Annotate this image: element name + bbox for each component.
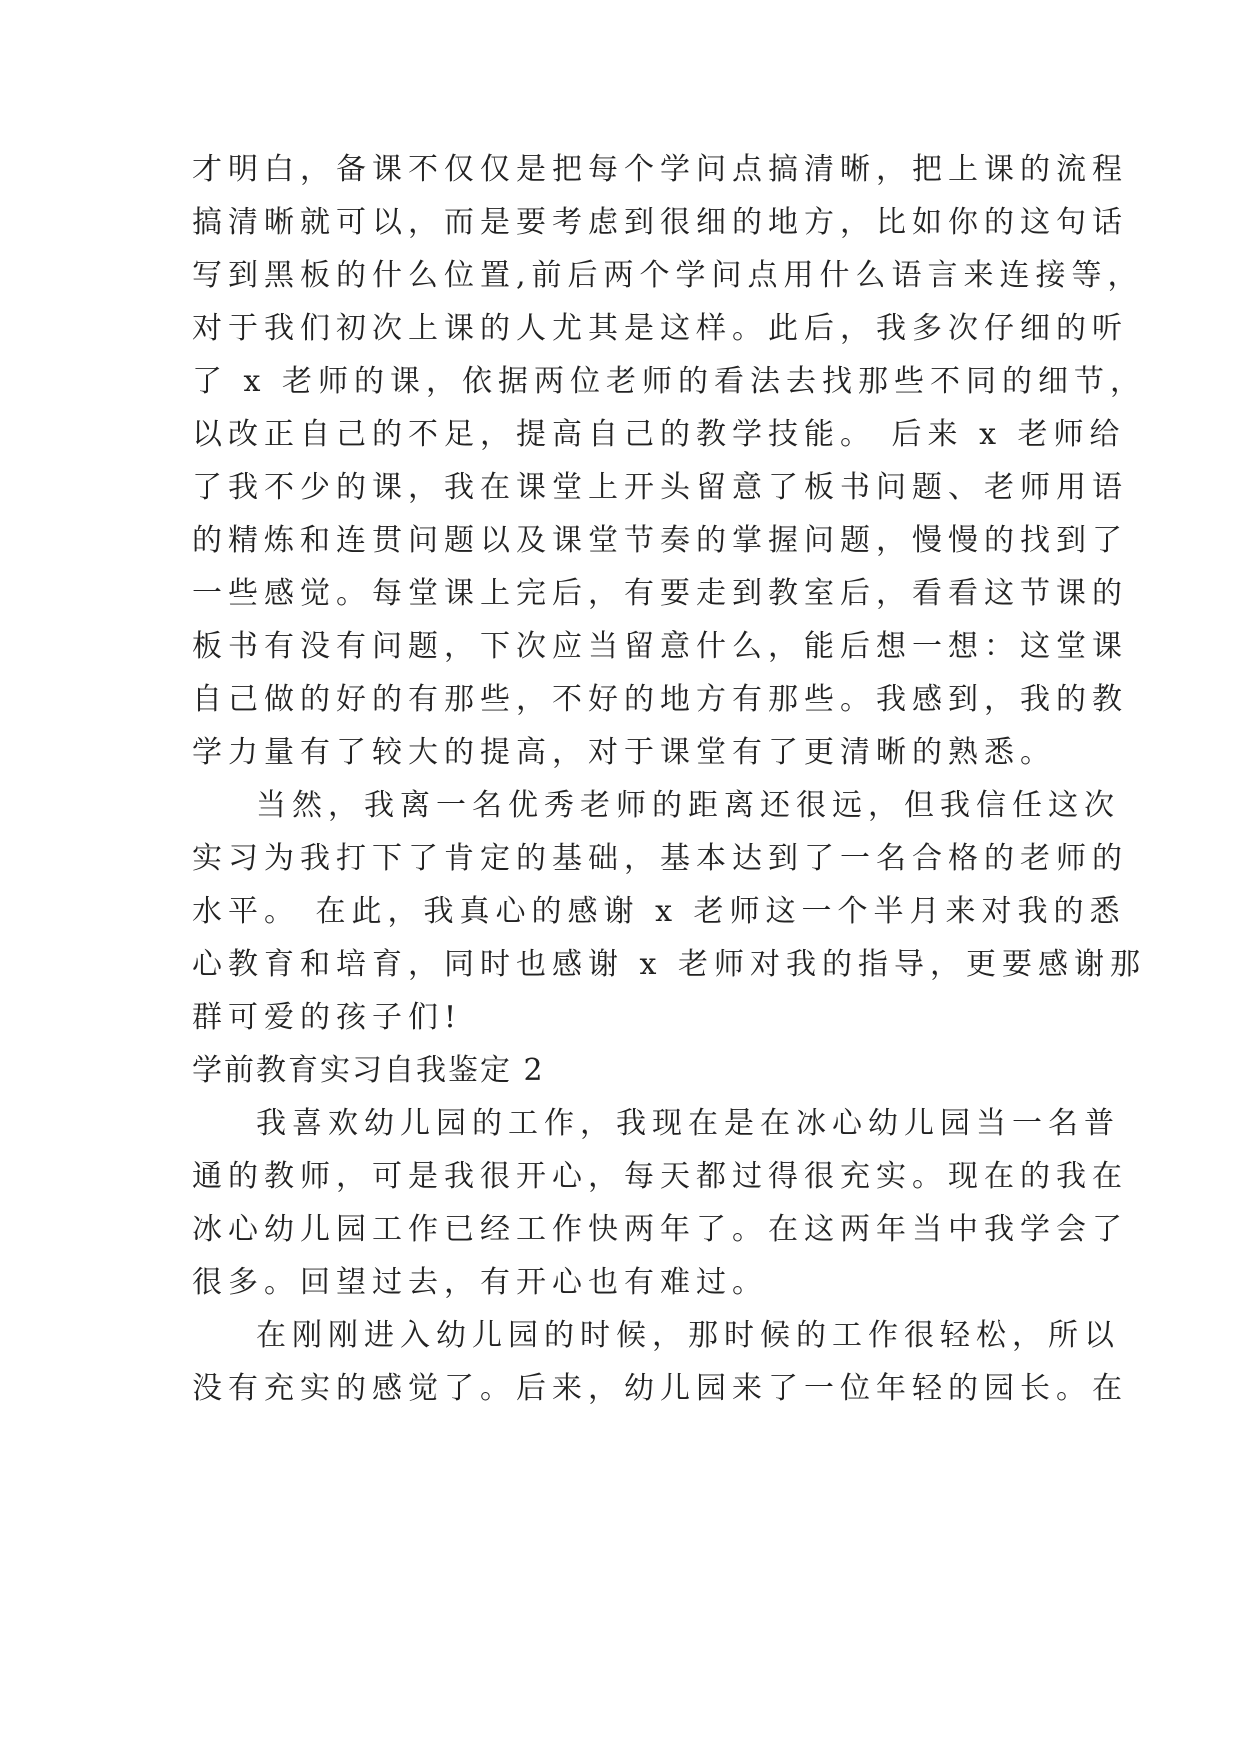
text-line: 通的教师，可是我很开心，每天都过得很充实。现在的我在 xyxy=(192,1159,1128,1194)
text-line: 才明白，备课不仅仅是把每个学问点搞清晰，把上课的流程 xyxy=(192,152,1128,187)
text-line: 了我不少的课，我在课堂上开头留意了板书问题、老师用语 xyxy=(192,470,1128,505)
section-heading: 学前教育实习自我鉴定 2 xyxy=(192,1053,545,1088)
text-line: 水平。 在此，我真心的感谢 x 老师这一个半月来对我的悉 xyxy=(192,894,1126,929)
text-line: 对于我们初次上课的人尤其是这样。此后，我多次仔细的听 xyxy=(192,311,1128,346)
text-line: 没有充实的感觉了。后来，幼儿园来了一位年轻的园长。在 xyxy=(192,1371,1128,1406)
text-line: 了 x 老师的课，依据两位老师的看法去找那些不同的细节， xyxy=(192,364,1146,399)
paragraph-first-line: 在刚刚进入幼儿园的时候，那时候的工作很轻松，所以 xyxy=(256,1318,1120,1353)
text-line: 很多。回望过去，有开心也有难过。 xyxy=(192,1265,768,1300)
text-line: 冰心幼儿园工作已经工作快两年了。在这两年当中我学会了 xyxy=(192,1212,1128,1247)
text-line: 群可爱的孩子们! xyxy=(192,1000,463,1035)
text-line: 心教育和培育，同时也感谢 x 老师对我的指导，更要感谢那 xyxy=(192,947,1146,982)
text-line: 写到黑板的什么位置,前后两个学问点用什么语言来连接等， xyxy=(192,258,1144,293)
text-line: 一些感觉。每堂课上完后，有要走到教室后，看看这节课的 xyxy=(192,576,1128,611)
text-line: 自己做的好的有那些，不好的地方有那些。我感到，我的教 xyxy=(192,682,1128,717)
paragraph-first-line: 当然，我离一名优秀老师的距离还很远，但我信任这次 xyxy=(256,788,1120,823)
text-line: 以改正自己的不足，提高自己的教学技能。 后来 x 老师给 xyxy=(192,417,1126,452)
text-line: 板书有没有问题，下次应当留意什么，能后想一想：这堂课 xyxy=(192,629,1128,664)
text-line: 搞清晰就可以，而是要考虑到很细的地方，比如你的这句话 xyxy=(192,205,1128,240)
paragraph-first-line: 我喜欢幼儿园的工作，我现在是在冰心幼儿园当一名普 xyxy=(256,1106,1120,1141)
text-line: 实习为我打下了肯定的基础，基本达到了一名合格的老师的 xyxy=(192,841,1128,876)
text-line: 学力量有了较大的提高，对于课堂有了更清晰的熟悉。 xyxy=(192,735,1056,770)
text-line: 的精炼和连贯问题以及课堂节奏的掌握问题，慢慢的找到了 xyxy=(192,523,1128,558)
